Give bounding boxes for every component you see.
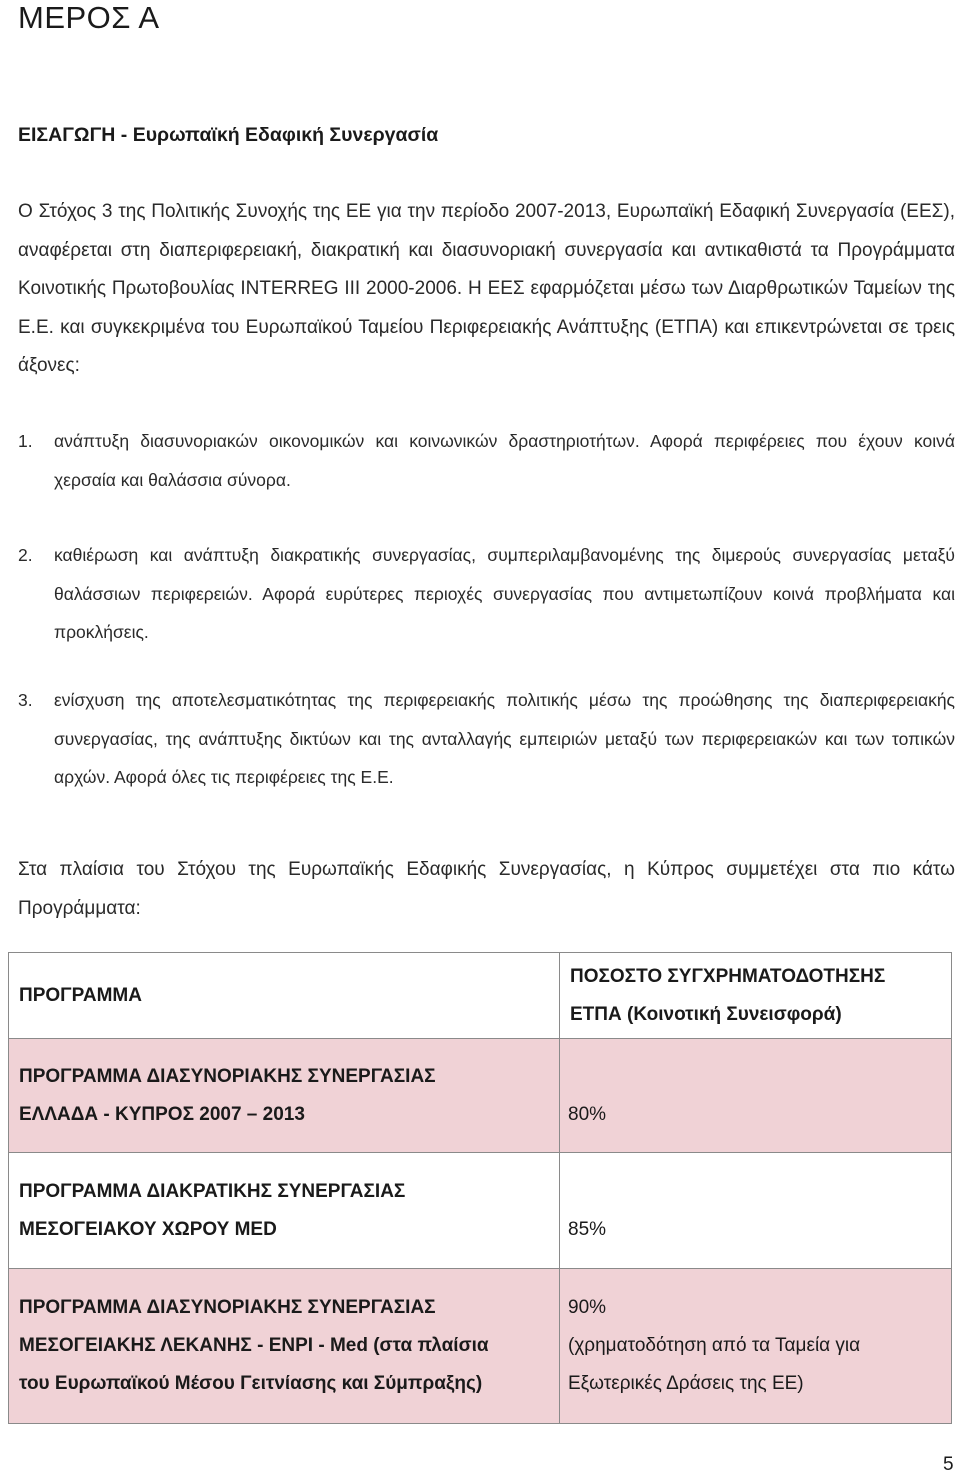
table-row — [9, 1269, 952, 1424]
program-line: ΜΕΣΟΓΕΙΑΚΗΣ ΛΕΚΑΝΗΣ - ENPI - Med (στα πλαίσια — [19, 1335, 489, 1356]
section-heading — [18, 119, 438, 151]
program-name — [9, 1039, 560, 1153]
program-line: ΕΛΛΑΔΑ - ΚΥΠΡΟΣ 2007 – 2013 — [19, 1103, 305, 1125]
percentage-value: 90% — [568, 1297, 607, 1318]
axis-item — [18, 422, 955, 499]
header-funding-line2: ΕΤΠΑ (Κοινοτική Συνεισφορά) — [570, 1003, 842, 1025]
program-line: ΠΡΟΓΡΑΜΜΑ ΔΙΑΣΥΝΟΡΙΑΚΗΣ ΣΥΝΕΡΓΑΣΙΑΣ — [19, 1065, 436, 1087]
funding-percentage — [560, 1269, 952, 1424]
axis-text: ανάπτυξη διασυνοριακών οικονομικών και κοινωνικών δραστηριοτήτων. Αφορά περιφέρειες που έχουν κοινά χερσαία και θαλάσσια σύνορα. — [54, 431, 955, 490]
axis-text: ενίσχυση της αποτελεσματικότητας της περιφερειακής πολιτικής μέσω της προώθησης της διαπεριφερειακής συνεργασίας, της ανάπτυξης δικτύων και της ανταλλαγής εμπειριών μεταξύ των περιφερειακών και των τοπικών αρχών. Αφορά όλες τις περιφέρειες της Ε.Ε. — [54, 690, 955, 787]
header-funding-line1: ΠΟΣΟΣΤΟ ΣΥΓΧΡΗΜΑΤΟΔΟΤΗΣΗΣ — [570, 965, 886, 987]
programs-paragraph: Στα πλαίσια του Στόχου της Ευρωπαϊκής Εδαφικής Συνεργασίας, η Κύπρος συμμετέχει στα πιο κάτω Προγράμματα: — [18, 859, 955, 919]
funding-percentage — [560, 1153, 952, 1269]
programs-table — [8, 952, 952, 1423]
page-title: ΜΕΡΟΣ Α — [18, 0, 160, 35]
axis-item — [18, 536, 955, 652]
axis-number: 2. — [18, 545, 33, 565]
page-number: 5 — [943, 1454, 954, 1475]
header-funding-rate — [560, 953, 952, 1039]
header-program: ΠΡΟΓΡΑΜΜΑ — [9, 953, 560, 1039]
program-line: ΠΡΟΓΡΑΜΜΑ ΔΙΑΚΡΑΤΙΚΗΣ ΣΥΝΕΡΓΑΣΙΑΣ — [19, 1180, 406, 1202]
axis-number: 1. — [18, 431, 33, 451]
table-header-row — [9, 953, 952, 1039]
program-line: ΜΕΣΟΓΕΙΑΚΟΥ ΧΩΡΟΥ MED — [19, 1218, 277, 1240]
intro-paragraph: Ο Στόχος 3 της Πολιτικής Συνοχής της ΕΕ για την περίοδο 2007-2013, Ευρωπαϊκή Εδαφική Συνεργασία (ΕΕΣ), αναφέρεται στη διαπεριφερειακή, διακρατική και διασυνοριακή συνεργασία και αντικαθιστά τα Προγράμματα Κοινοτικής Πρωτοβουλίας INTERREG III 2000-2006. Η ΕΕΣ εφαρμόζεται μέσω των Διαρθρωτικών Ταμείων της Ε.Ε. και συγκεκριμένα του Ευρωπαϊκού Ταμείου Περιφερειακής Ανάπτυξης (ΕΤΠΑ) και επικεντρώνεται σε τρεις άξονες: — [18, 201, 955, 376]
funding-note: Εξωτερικές Δράσεις της ΕΕ) — [568, 1373, 804, 1394]
program-line: ΠΡΟΓΡΑΜΜΑ ΔΙΑΣΥΝΟΡΙΑΚΗΣ ΣΥΝΕΡΓΑΣΙΑΣ — [19, 1297, 436, 1318]
percentage-value: 85% — [568, 1218, 607, 1240]
program-name — [9, 1153, 560, 1269]
funding-note: (χρηματοδότηση από τα Ταμεία για — [568, 1335, 861, 1356]
funding-percentage — [560, 1039, 952, 1153]
table-row — [9, 1039, 952, 1153]
table-row — [9, 1153, 952, 1269]
axis-text: καθιέρωση και ανάπτυξη διακρατικής συνεργασίας, συμπεριλαμβανομένης της διμερούς συνεργασίας μεταξύ θαλάσσιων περιφερειών. Αφορά ευρύτερες περιοχές συνεργασίας που αντιμετωπίζουν κοινά προβλήματα και προκλήσεις. — [54, 545, 955, 642]
section-heading-bold: ΕΙΣΑΓΩΓΗ — [18, 124, 116, 146]
program-name — [9, 1269, 560, 1424]
section-heading-subtitle: - Ευρωπαϊκή Εδαφική Συνεργασία — [115, 124, 439, 146]
program-line: του Ευρωπαϊκού Μέσου Γειτνίασης και Σύμπραξης) — [19, 1373, 483, 1394]
percentage-value: 80% — [568, 1103, 607, 1125]
axis-number: 3. — [18, 690, 33, 710]
axis-item — [18, 681, 955, 797]
